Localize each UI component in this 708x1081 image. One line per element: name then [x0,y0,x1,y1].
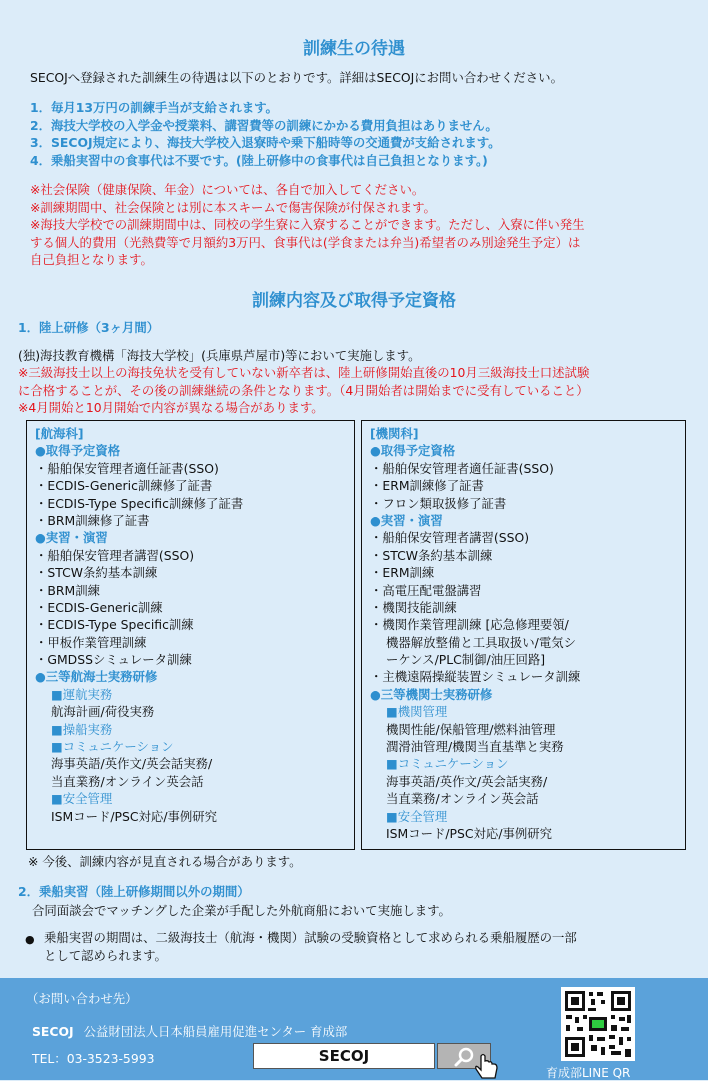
course-line: 航海計画/荷役実務 [51,704,155,720]
onboard-note-line: として認められます。 [44,947,167,963]
course-line: ・BRM訓練修了証書 [35,512,150,528]
land-training-note: ※4月開始と10月開始で内容が異なる場合があります。 [18,400,324,415]
course-line: ・機関技能訓練 [370,599,457,615]
course-line: ・甲板作業管理訓練 [35,634,147,650]
course-line: 機関性能/保船管理/燃料油管理 [386,721,556,737]
course-line: ・ERM訓練修了証書 [370,478,484,494]
treatment-note: ※社会保険（健康保険、年金）については、各自で加入してください。 [30,182,425,197]
treatment-item: 3．SECOJ規定により、海技大学校入退寮時や乗下船時等の交通費が支給されます。 [30,135,501,150]
onboard-training-desc: 合同面談会でマッチングした企業が手配した外航商船において実施します。 [32,903,451,918]
navigation-course-content [27,421,243,825]
section-title-treatment: 訓練生の待遇 [303,39,405,59]
course-line: ●取得予定資格 [370,443,456,459]
treatment-item: 4．乗船実習中の食事代は不要です。(陸上研修中の食事代は自己負担となります。) [30,152,488,168]
course-line: ーケンス/PLC制御/油圧回路] [386,652,546,668]
course-line: ●三等機関士実務研修 [370,686,493,702]
treatment-notes [30,181,585,269]
course-line: 当直業務/オンライン英会話 [386,791,539,807]
course-line: ●三等航海士実務研修 [35,669,158,685]
course-line: ・船舶保安管理者適任証書(SSO) [35,460,219,476]
course-line: ■運航実務 [51,686,113,702]
onboard-training-note [44,929,577,964]
org-name: 公益財団法人日本船員雇用促進センター 育成部 [83,1024,348,1039]
onboard-note-line: 乗船実習の期間は、二級海技士（航海・機関）試験の受験資格として求められる乗船履歴の一部 [44,930,577,945]
section-title-training: 訓練内容及び取得予定資格 [252,291,456,311]
course-line: ・STCW条約基本訓練 [370,547,493,563]
treatment-item: 1．毎月13万円の訓練手当が支給されます。 [30,100,278,115]
course-line: ・機関作業管理訓練 [応急修理要領/ [370,617,569,633]
course-line: ・ECDIS-Generic訓練 [35,599,163,615]
treatment-intro: SECOJへ登録された訓練生の待遇は以下のとおりです。詳細はSECOJにお問い合わせください。 [30,70,563,85]
search-input[interactable]: SECOJ [253,1043,435,1069]
course-line: ・ERM訓練 [370,565,435,581]
course-line: 当直業務/オンライン英会話 [51,773,204,789]
organization [32,1022,347,1040]
pointer-hand-icon [473,1052,501,1080]
land-training-notes [18,364,589,417]
course-line: ■操船実務 [51,721,113,737]
course-line: ・船舶保安管理者適任証書(SSO) [370,460,554,476]
course-line: 潤滑油管理/機関当直基準と実務 [386,739,564,755]
qr-code-image[interactable] [561,987,635,1061]
treatment-item: 2．海技大学校の入学金や授業料、講習費等の訓練にかかる費用負担はありません。 [30,117,498,133]
bullet-icon: ● [25,933,35,946]
course-line: ・ECDIS-Generic訓練修了証書 [35,478,213,494]
navigation-course-box [26,420,355,850]
subsection-land-training: 1．陸上研修（3ヶ月間） [18,320,160,335]
course-line: ・GMDSSシミュレータ訓練 [35,652,192,668]
course-line: ・高電圧配電盤講習 [370,582,482,598]
course-line: ・ECDIS-Type Specific訓練 [35,617,194,633]
qr-label: 育成部LINE QR [546,1066,631,1080]
course-line: 海事英語/英作文/英会話実務/ [51,756,213,772]
course-line: 機器解放整備と工具取扱い/電気シ [386,634,577,650]
course-line: ■安全管理 [386,808,448,824]
course-line: ・BRM訓練 [35,582,100,598]
course-line: ・STCW条約基本訓練 [35,565,158,581]
course-line: ■コミュニケーション [51,739,174,755]
subsection-onboard-training: 2．乗船実習（陸上研修期間以外の期間） [18,884,250,899]
course-line: ・ECDIS-Type Specific訓練修了証書 [35,495,244,511]
course-line: [航海科] [35,426,84,441]
course-line: [機関科] [370,426,419,441]
tel-number: TEL：03-3523-5993 [32,1051,155,1066]
course-line: ■機関管理 [386,704,448,720]
treatment-note: ※海技大学校での訓練期間中は、同校の学生寮に入寮することができます。ただし、入寮に伴い発生 [30,217,585,232]
course-line: ISMコード/PSC対応/事例研究 [386,825,553,841]
course-line: ・船舶保安管理者講習(SSO) [35,547,195,563]
course-line: ●実習・演習 [35,530,108,546]
course-line: ・主機遠隔操縦装置シミュレータ訓練 [370,669,581,685]
qr-code-icon [561,987,635,1061]
course-line: ●取得予定資格 [35,443,121,459]
course-line: ・フロン類取扱修了証書 [370,495,507,511]
course-line: ■安全管理 [51,791,113,807]
engine-course-content [362,421,580,842]
land-training-desc: (独)海技教育機構「海技大学校」(兵庫県芦屋市)等において実施します。 [18,348,421,363]
treatment-note: 自己負担となります。 [30,252,153,267]
engine-course-box [361,420,686,850]
contact-label: （お問い合わせ先） [26,991,138,1006]
land-training-note: に合格することが、その後の訓練継続の条件となります。（4月開始者は開始までに受有していること） [18,382,589,398]
treatment-note: する個人的費用（光熱費等で月額約3万円、食事代は(学食または弁当)希望者のみ別途発生予定）は [30,234,581,250]
course-line: ■コミュニケーション [386,756,509,772]
land-training-note: ※三級海技士以上の海技免状を受有していない新卒者は、陸上研修開始直後の10月三級海技士口述試験 [18,365,590,380]
content-revision-note: ※ 今後、訓練内容が見直される場合があります。 [28,854,302,869]
treatment-note: ※訓練期間中、社会保険とは別に本スキームで傷害保険が付保されます。 [30,199,436,215]
treatment-list [30,99,501,169]
course-line: ISMコード/PSC対応/事例研究 [51,808,218,824]
course-line: ●実習・演習 [370,512,443,528]
course-line: ・船舶保安管理者講習(SSO) [370,530,530,546]
org-abbr: SECOJ [32,1024,74,1039]
course-line: 海事英語/英作文/英会話実務/ [386,773,548,789]
